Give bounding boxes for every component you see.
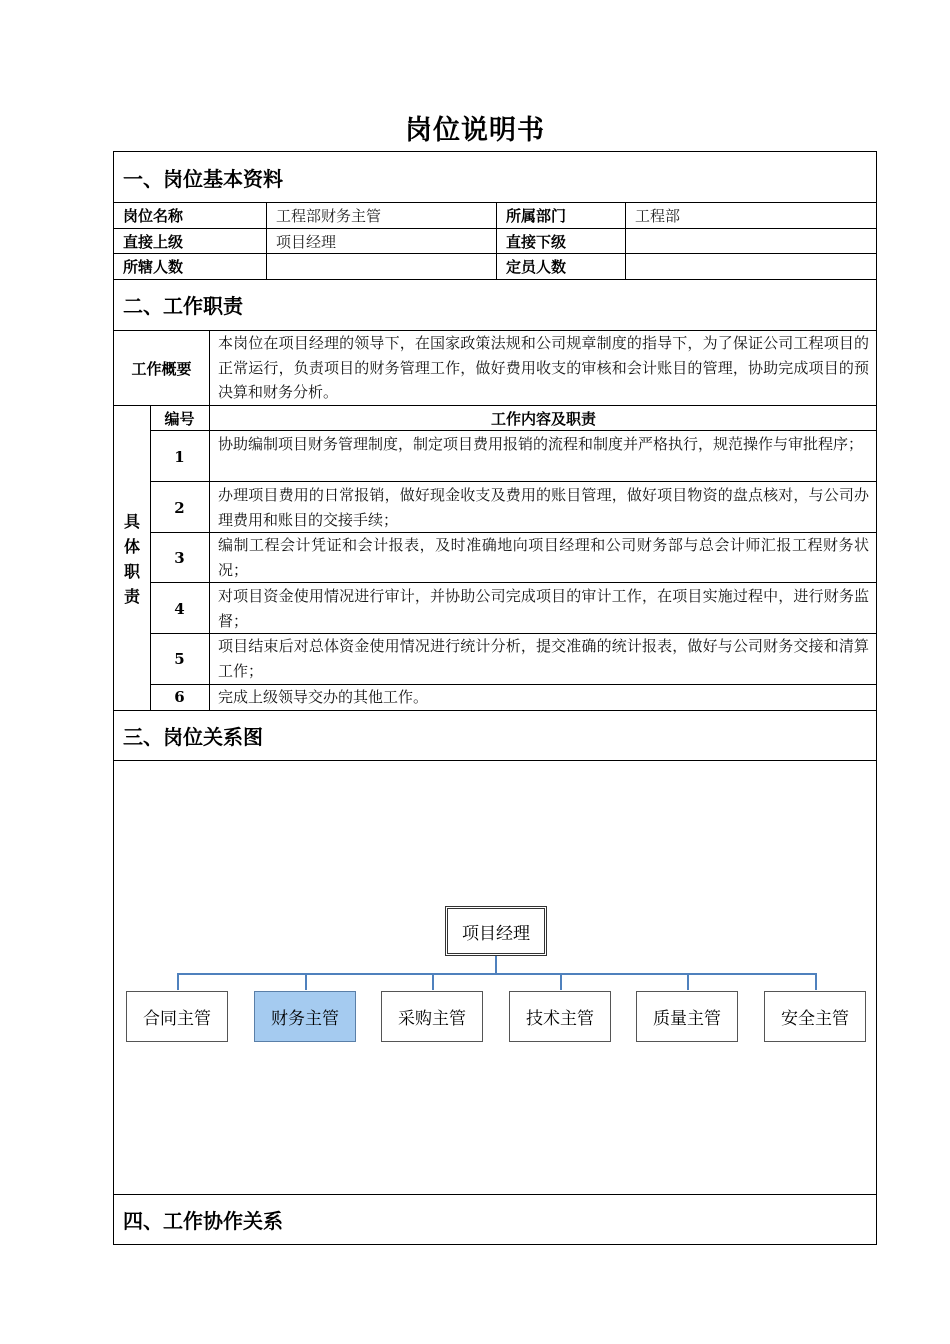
org-connector (177, 973, 817, 975)
label-staffing-quota: 定员人数 (506, 258, 567, 276)
org-node-safety-supervisor: 安全主管 (764, 991, 866, 1042)
label-direct-subordinate: 直接下级 (506, 233, 567, 251)
label-position-name: 岗位名称 (123, 207, 184, 225)
value-position-name: 工程部财务主管 (276, 207, 382, 225)
duty-text: 办理项目费用的日常报销，做好现金收支及费用的账目管理，做好项目物资的盘点核对，与公司办理费用和账目的交接手续； (218, 486, 869, 529)
label-direct-superior: 直接上级 (123, 233, 184, 251)
side-label-char: 职 (123, 562, 140, 581)
org-connector (305, 973, 307, 990)
org-connector (495, 956, 497, 974)
org-node-contract-supervisor: 合同主管 (126, 991, 228, 1042)
duty-text: 项目结束后对总体资金使用情况进行统计分析，提交准确的统计报表，做好与公司财务交接和清算工作； (218, 637, 869, 680)
label-headcount-managed: 所辖人数 (123, 258, 184, 276)
label-department: 所属部门 (506, 207, 567, 225)
org-node-procurement-supervisor: 采购主管 (381, 991, 483, 1042)
org-node-project-manager: 项目经理 (445, 906, 547, 956)
side-label-char: 责 (123, 587, 140, 606)
duty-text: 编制工程会计凭证和会计报表，及时准确地向项目经理和公司财务部与总会计师汇报工程财务状况； (218, 536, 869, 579)
column-header-duties: 工作内容及职责 (490, 410, 596, 428)
duty-number: 6 (174, 688, 185, 706)
column-header-number: 编号 (164, 410, 195, 428)
org-connector (432, 973, 434, 990)
duty-number: 3 (174, 549, 185, 567)
section-duties-heading: 二、工作职责 (123, 294, 243, 318)
org-node-finance-supervisor: 财务主管 (254, 991, 356, 1042)
org-connector (177, 973, 179, 990)
duty-text: 协助编制项目财务管理制度，制定项目费用报销的流程和制度并严格执行，规范操作与审批程序； (218, 435, 864, 453)
value-department: 工程部 (635, 207, 681, 225)
org-connector (815, 973, 817, 990)
side-label-char: 体 (123, 537, 140, 556)
document-title: 岗位说明书 (405, 115, 545, 146)
section-collaboration-heading: 四、工作协作关系 (123, 1209, 283, 1233)
duty-text: 完成上级领导交办的其他工作。 (218, 688, 429, 706)
org-node-quality-supervisor: 质量主管 (636, 991, 738, 1042)
org-connector (560, 973, 562, 990)
org-connector (687, 973, 689, 990)
side-label-specific-duties (119, 509, 145, 609)
duty-text: 对项目资金使用情况进行审计，并协助公司完成项目的审计工作，在项目实施过程中，进行财务监督； (218, 587, 869, 630)
org-node-technical-supervisor: 技术主管 (509, 991, 611, 1042)
section-basic-info-heading: 一、岗位基本资料 (123, 167, 283, 191)
duty-number: 1 (174, 448, 185, 466)
section-org-chart-heading: 三、岗位关系图 (123, 725, 263, 749)
duty-number: 5 (174, 650, 185, 668)
work-summary-text: 本岗位在项目经理的领导下，在国家政策法规和公司规章制度的指导下，为了保证公司工程项目的正常运行，负责项目的财务管理工作，做好费用收支的审核和会计账目的管理，协助完成项目的预决算和财务分析。 (218, 334, 869, 401)
value-direct-superior: 项目经理 (276, 233, 337, 251)
duty-number: 4 (174, 600, 185, 618)
duty-number: 2 (174, 499, 185, 517)
label-work-summary: 工作概要 (131, 360, 192, 378)
side-label-char: 具 (123, 512, 140, 531)
job-description-table (113, 151, 877, 1245)
